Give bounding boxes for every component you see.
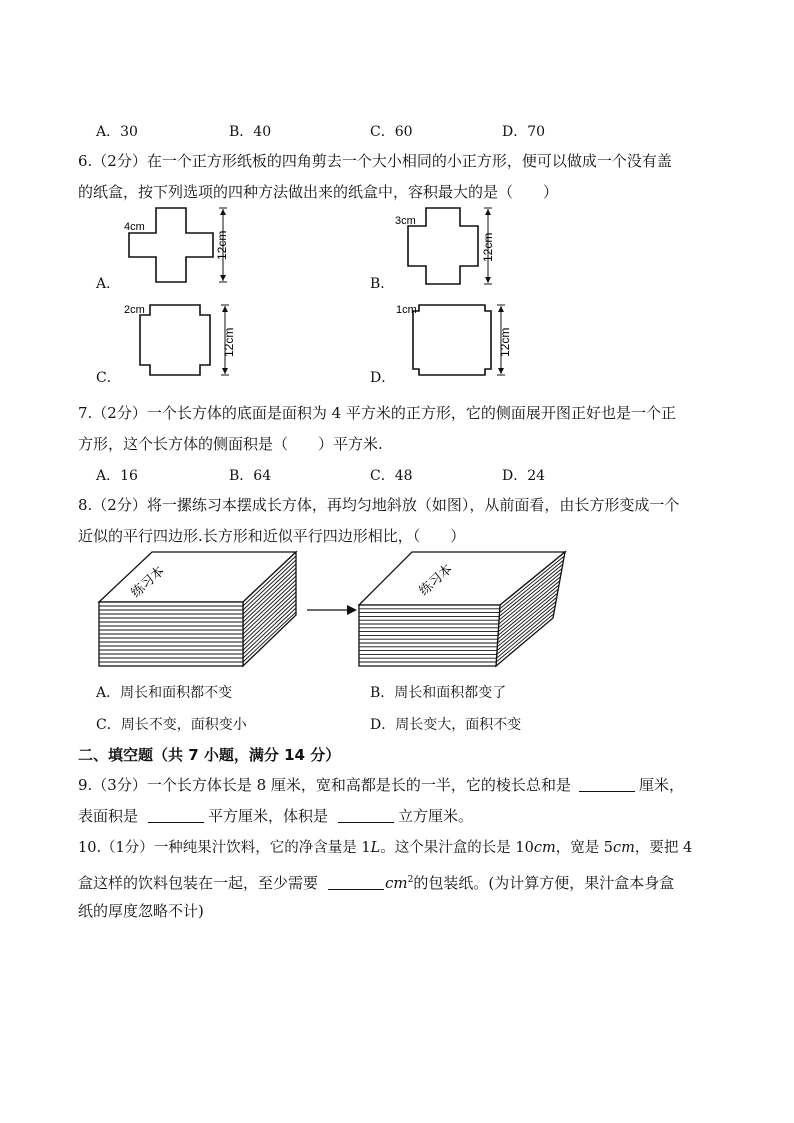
q8-book-stack-slanted: [356, 548, 571, 673]
q9-line2: [78, 806, 473, 826]
q10-line2: [78, 870, 674, 893]
q10-unit-exponent: 2: [407, 875, 414, 885]
q8-option-b: B．周长和面积都变了: [370, 685, 507, 701]
q10-text-2a: 盒这样的饮料包装在一起，至少需要: [78, 874, 319, 892]
q10-text-1a: 10.（1分）一种纯果汁饮料，它的净含量是 1: [78, 840, 371, 856]
q8-option-d: D．周长变大，面积不变: [370, 717, 522, 733]
q5-option-b: B．40: [229, 124, 272, 140]
q6-fig-c-label: C．: [96, 370, 121, 386]
q6-fig-b-label: B．: [370, 276, 395, 292]
q6-fig-d-side: 12cm: [498, 327, 512, 357]
q6-fig-b-cut: 3cm: [395, 215, 416, 227]
q6-figure-a: [120, 200, 240, 295]
q10-line3: 纸的厚度忽略不计): [78, 902, 204, 920]
q6-fig-c-cut: 2cm: [124, 304, 145, 316]
q10-text-1b: 。这个果汁盒的长是 10: [380, 840, 534, 856]
q7-stem-line2: 方形，这个长方体的侧面积是（ ）平方米.: [78, 435, 383, 453]
q6-figure-c: [120, 297, 245, 385]
q10-text-1d: ，要把 4: [634, 840, 693, 856]
q8-stem-line2: 近似的平行四边形.长方形和近似平行四边形相比，（ ）: [78, 527, 466, 545]
q10-unit-cm-sq: cm: [385, 874, 408, 892]
section-2-title: 二、填空题（共 7 小题，满分 14 分）: [78, 746, 341, 764]
q10-line1: [78, 838, 692, 858]
q6-stem-line1: 6.（2分）在一个正方形纸板的四角剪去一个大小相同的小正方形，便可以做成一个没有盖: [78, 152, 672, 170]
q8-option-a: A．周长和面积都不变: [96, 685, 233, 701]
q6-figure-d: [392, 297, 517, 385]
q6-fig-a-label: A．: [96, 276, 121, 292]
q5-option-d: D．70: [502, 124, 546, 140]
q6-fig-b-side: 12cm: [481, 232, 495, 262]
q6-fig-c-side: 12cm: [222, 327, 236, 357]
q5-option-a: A．30: [96, 124, 138, 140]
arrow-right-icon: [305, 600, 360, 620]
q6-fig-a-side: 12cm: [215, 230, 229, 260]
q10-text-2b: 的包装纸。(为计算方便，果汁盒本身盒: [413, 874, 675, 892]
q6-fig-d-cut: 1cm: [396, 304, 417, 316]
q9-blank-surface-area[interactable]: [148, 808, 204, 823]
q10-text-1c: ，宽是 5: [555, 840, 614, 856]
q8-book-label-left: 练习本: [127, 562, 168, 601]
q10-blank-paper-area[interactable]: [328, 875, 384, 890]
q6-figure-b: [392, 200, 512, 295]
q7-option-c: C．48: [370, 468, 413, 484]
q9-text-2b: 平方厘米，体积是: [208, 807, 329, 825]
q8-option-c: C．周长不变，面积变小: [96, 717, 247, 733]
q9-line1: [78, 775, 684, 795]
q8-stem-line1: 8.（2分）将一摞练习本摆成长方体，再均匀地斜放（如图），从前面看，由长方形变成一个: [78, 496, 680, 514]
q7-option-d: D．24: [502, 468, 546, 484]
q10-unit-cm-2: cm: [613, 840, 635, 856]
q6-fig-d-label: D．: [370, 370, 396, 386]
q6-stem-line2: 的纸盒，按下列选项的四种方法做出来的纸盒中，容积最大的是（ ）: [78, 183, 559, 201]
q8-book-label-right: 练习本: [415, 560, 456, 599]
q7-option-a: A．16: [96, 468, 138, 484]
q7-stem-line1: 7.（2分）一个长方体的底面是面积为 4 平方米的正方形，它的侧面展开图正好也是一个正: [78, 404, 676, 422]
q7-option-b: B．64: [229, 468, 272, 484]
q6-fig-a-cut: 4cm: [124, 221, 145, 233]
q9-blank-edge-sum[interactable]: [579, 777, 635, 792]
q9-text-2a: 表面积是: [78, 807, 139, 825]
q9-text-1a: 9.（3分）一个长方体长是 8 厘米，宽和高都是长的一半，它的棱长总和是: [78, 776, 571, 794]
q8-book-stack-rect: [96, 548, 301, 673]
q5-option-c: C．60: [370, 124, 413, 140]
q9-text-2c: 立方厘米。: [398, 807, 474, 825]
q9-text-1b: 厘米，: [638, 776, 684, 794]
q9-blank-volume[interactable]: [338, 808, 394, 823]
q10-unit-liter: L: [370, 840, 381, 856]
q10-unit-cm-1: cm: [533, 840, 556, 856]
